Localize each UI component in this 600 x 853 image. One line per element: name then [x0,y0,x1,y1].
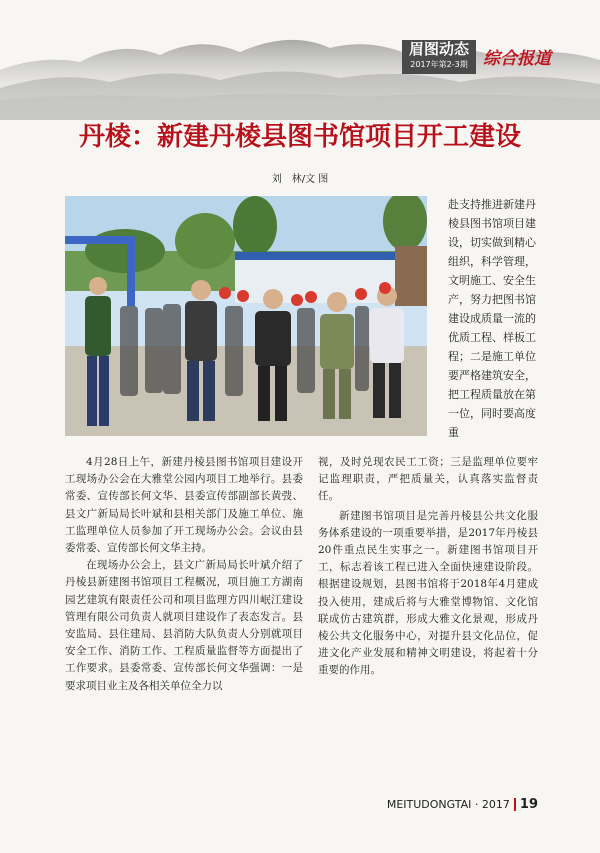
paragraph-2: 在现场办公会上，县文广新局局长叶斌介绍了丹棱县新建图书馆项目工程概况，项目施工方湖南园艺建筑有限责任公司和项目监理方四川岷江建设管理有限公司负责人就项目建设作了表态发言。县安监局、县住建局、县消防大队负责人分别就项目安全工作、消防工作、工程质量监督等方面提出了工作要求。县委常委、宣传部长何文华强调：一是要求项目业主及各相关单位全力以 [65,559,303,692]
magazine-name: MEITUDONGTAI · 2017 [386,798,510,811]
groundbreaking-group-photo [65,196,427,436]
section-badge [402,40,476,74]
page-number: 19 [519,797,538,812]
paragraph-3: 新建图书馆项目是完善丹棱县公共文化服务体系建设的一项重要举措，是2017年丹棱县20件重点民生实事之一。新建图书馆项目开工，标志着该工程已进入全面快速建设阶段。根据建设规划，县图书馆将于2018年4月建成投入使用，建成后将与大雅堂博物馆、文化馆联成仿古建筑群，形成大雅文化景观，形成丹棱公共文化服务中心，对提升县文化品位，促进文化产业发展和精神文明建设，将起着十分重要的作用。 [318,509,538,677]
paragraph-1: 4月28日上午，新建丹棱县图书馆项目建设开工现场办公会在大雅堂公园内项目工地举行。县委常委、宣传部长何文华、县委宣传部副部长黄弢、县文广新局局长叶斌和县相关部门及施工单位、施工监理单位人员参加了开工现场办公会。会议由县委常委、宣传部长何文华主持。 [65,456,303,555]
badge-title: 眉图动态 [408,40,469,58]
article-title: 丹棱：新建丹棱县图书馆项目开工建设 [78,122,521,152]
badge-issue: 2017年第2-3期 [410,60,468,69]
article-byline: 刘 林/文 图 [271,174,329,185]
section-label: 综合报道 [483,49,551,69]
footer-divider [514,798,516,811]
paragraph-continuation-top: 赴支持推进新建丹棱县图书馆项目建设，切实做到精心组织，科学管理，文明施工、安全生产，努力把图书馆建设成质量一流的优质工程、样板工程；二是施工单位要严格建筑安全，把工程质量放在第一位，同时要高度重 [448,198,536,439]
article-column-right-top [448,195,536,442]
page-footer [387,797,538,813]
article-column-left [65,454,303,695]
paragraph-continuation: 视，及时兑现农民工工资；三是监理单位要牢记监理职责，严把质量关，认真落实监督责任。 [318,456,538,503]
article-column-right [318,454,538,680]
